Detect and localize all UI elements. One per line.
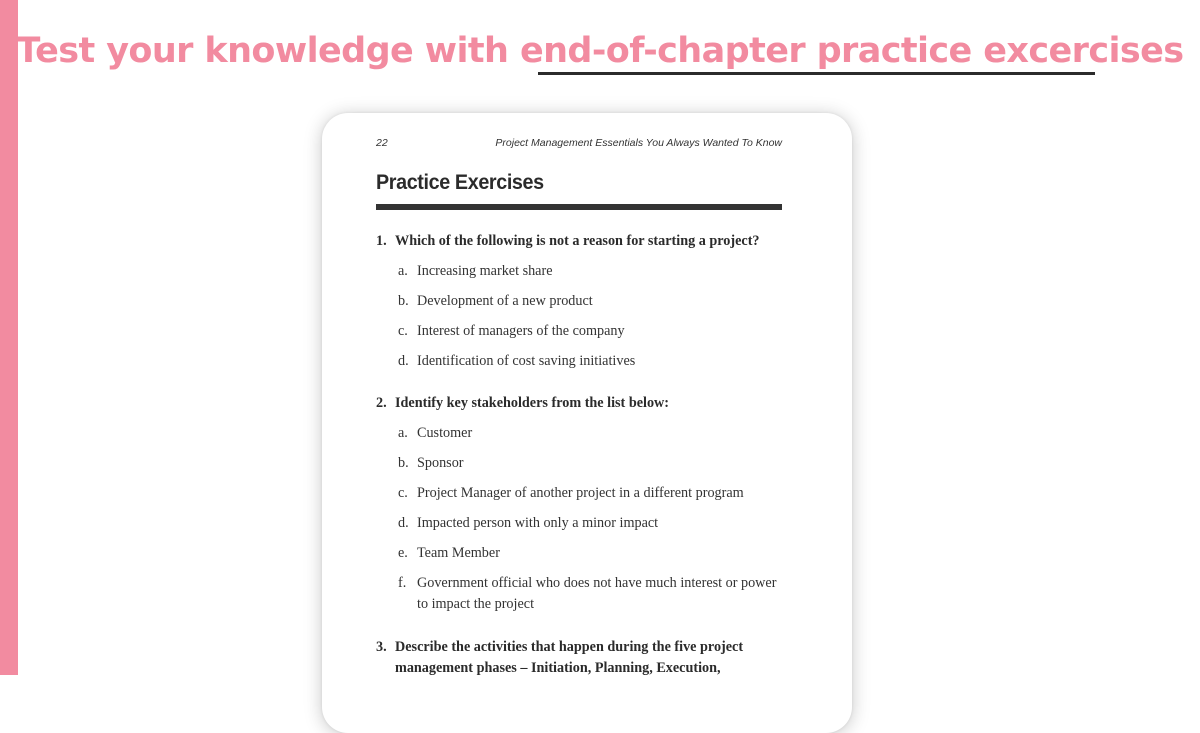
option-letter: e. <box>398 545 408 561</box>
question-text: Identify key stakeholders from the list below: <box>395 395 670 411</box>
question-1 <box>376 231 786 252</box>
option-letter: b. <box>398 455 409 471</box>
section-title: Practice Exercises <box>376 171 544 194</box>
option-text: Team Member <box>417 545 500 561</box>
question-number: 1. <box>376 233 387 249</box>
option-letter: a. <box>398 425 408 441</box>
option-1a <box>398 261 788 282</box>
option-text: Increasing market share <box>417 263 553 279</box>
question-number: 3. <box>376 639 387 655</box>
option-letter: c. <box>398 485 408 501</box>
option-letter: d. <box>398 515 409 531</box>
option-letter: b. <box>398 293 409 309</box>
book-title: Project Management Essentials You Always Wanted To Know <box>495 137 782 149</box>
question-3 <box>376 637 786 679</box>
option-letter: d. <box>398 353 409 369</box>
headline-underline <box>538 72 1095 75</box>
page-number: 22 <box>376 137 388 149</box>
option-text: Project Manager of another project in a different program <box>417 485 744 501</box>
option-letter: f. <box>398 575 407 591</box>
headline <box>0 28 1200 74</box>
option-1c <box>398 321 788 342</box>
option-2e <box>398 543 788 564</box>
option-2a <box>398 423 788 444</box>
option-text: Interest of managers of the company <box>417 323 625 339</box>
option-2b <box>398 453 788 474</box>
option-1b <box>398 291 788 312</box>
question-number: 2. <box>376 395 387 411</box>
option-text: Identification of cost saving initiatives <box>417 353 636 369</box>
accent-side-bar <box>0 0 18 675</box>
headline-part-1: Test your knowledge with <box>16 31 520 71</box>
option-text: Customer <box>417 425 473 441</box>
headline-part-2: end-of-chapter practice excercises <box>519 31 1184 71</box>
running-head <box>376 137 782 149</box>
option-2f <box>398 573 788 615</box>
question-text: Which of the following is not a reason for starting a project? <box>395 233 760 249</box>
option-text: Impacted person with only a minor impact <box>417 515 659 531</box>
option-1d <box>398 351 788 372</box>
question-2 <box>376 393 786 414</box>
option-text: Sponsor <box>417 455 464 471</box>
option-2d <box>398 513 788 534</box>
option-letter: a. <box>398 263 408 279</box>
book-page-preview <box>322 113 852 733</box>
option-text: Development of a new product <box>417 293 593 309</box>
section-title-rule <box>376 204 782 210</box>
option-letter: c. <box>398 323 408 339</box>
question-text: Describe the activities that happen during the five project management phases – Initiation, Planning, Execution, <box>395 639 744 676</box>
option-text: Government official who does not have much interest or power to impact the project <box>417 575 777 612</box>
option-2c <box>398 483 788 504</box>
